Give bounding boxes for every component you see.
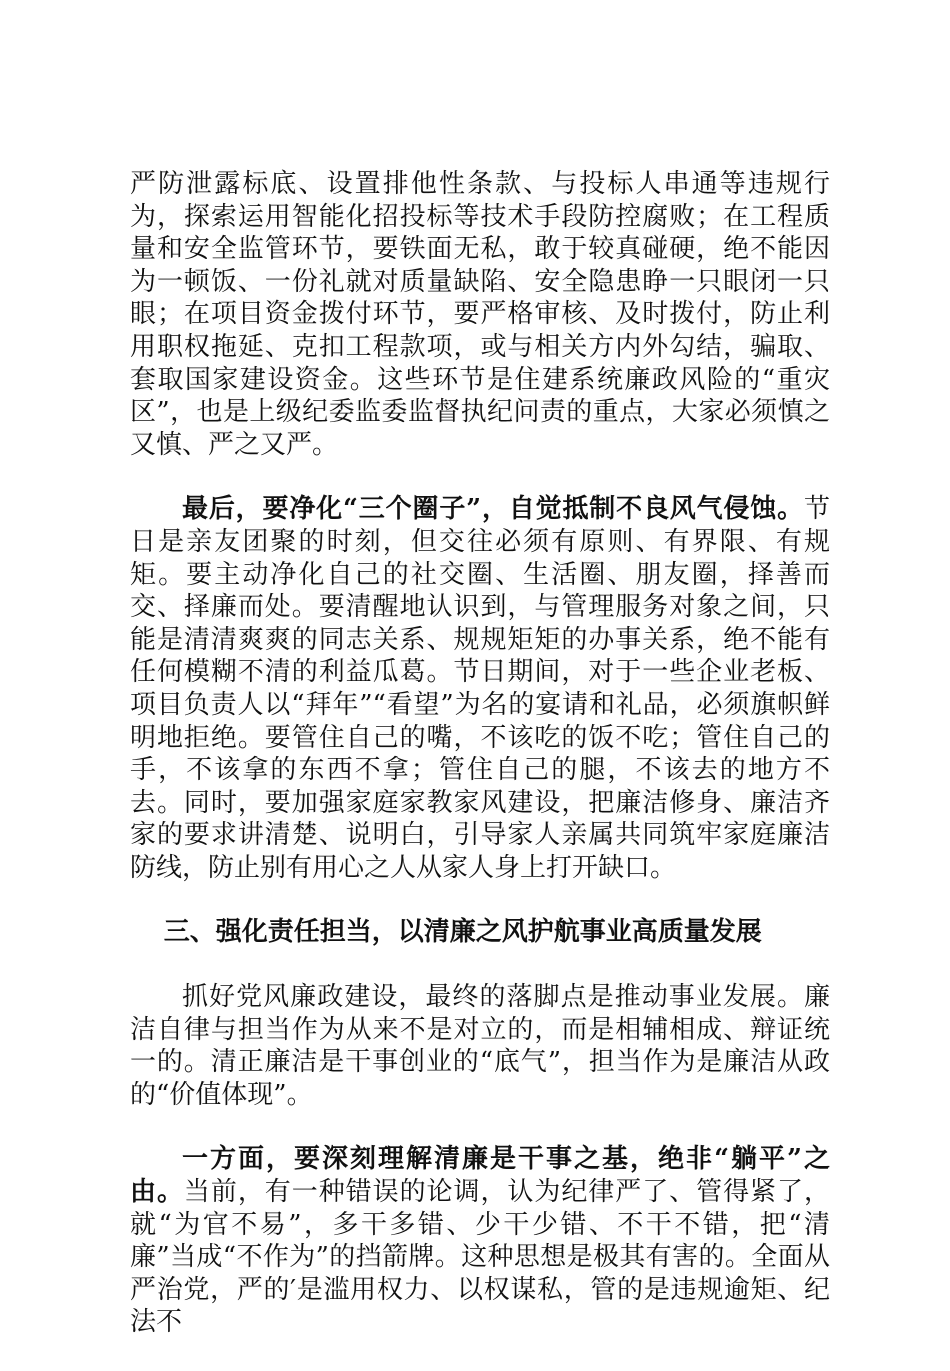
paragraph-three-circles — [130, 493, 830, 884]
paragraph-bidding-risks: 严防泄露标底、设置排他性条款、与投标人串通等违规行为，探索运用智能化招投标等技术手段防控腐败；在工程质量和安全监管环节，要铁面无私，敢于较真碰硬，绝不能因为一顿饭、一份礼就对质量缺陷、安全隐患睁一只眼闭一只眼；在项目资金拨付环节，要严格审核、及时拨付，防止利用职权拖延、克扣工程款项，或与相关方内外勾结，骗取、套取国家建设资金。这些环节是住建系统廉政风险的“重灾区”，也是上级纪委监委监督执纪问责的重点，大家必须慎之又慎、严之又严。 — [130, 169, 830, 460]
paragraph-three-circles-lead: 最后，要净化“三个圈子”，自觉抵制不良风气侵蚀。 — [182, 494, 804, 525]
paragraph-one-hand-lead: 一方面，要深刻理解清廉是干事之基，绝非“躺平”之由。 — [130, 1144, 830, 1208]
paragraph-one-hand — [130, 1143, 830, 1339]
section-heading-3: 三、强化责任担当，以清廉之风护航事业高质量发展 — [163, 917, 762, 948]
paragraph-one-hand-body: 当前，有一种错误的论调，认为纪律严了、管得紧了，就“为官不易”，多干多错、少干少错、不干不错，把“清廉”当成“不作为”的挡箭牌。这种思想是极其有害的。全面从严治党，严的′是滥用权力、以权谋私，管的是违规逾矩、纪法不 — [130, 1177, 830, 1338]
paragraph-three-circles-body: 节日是亲友团聚的时刻，但交往必须有原则、有界限、有规矩。要主动净化自己的社交圈、生活圈、朋友圈，择善而交、择廉而处。要清醒地认识到，与管理服务对象之间，只能是清清爽爽的同志关系、规规矩矩的办事关系，绝不能有任何模糊不清的利益瓜葛。节日期间，对于一些企业老板、项目负责人以“拜年”“看望”为名的宴请和礼品，必须旗帜鲜明地拒绝。要管住自己的嘴，不该吃的饭不吃；管住自己的手，不该拿的东西不拿；管住自己的腿，不该去的地方不去。同时，要加强家庭家教家风建设，把廉洁修身、廉洁齐家的要求讲清楚、说明白，引导家人亲属共同筑牢家庭廉洁防线，防止别有用心之人从家人身上打开缺口。 — [130, 494, 830, 883]
document-page — [130, 168, 830, 1371]
paragraph-development: 抓好党风廉政建设，最终的落脚点是推动事业发展。廉洁自律与担当作为从来不是对立的，而是相辅相成、辩证统一的。清正廉洁是干事创业的“底气”，担当作为是廉洁从政的“价值体现”。 — [130, 982, 830, 1110]
